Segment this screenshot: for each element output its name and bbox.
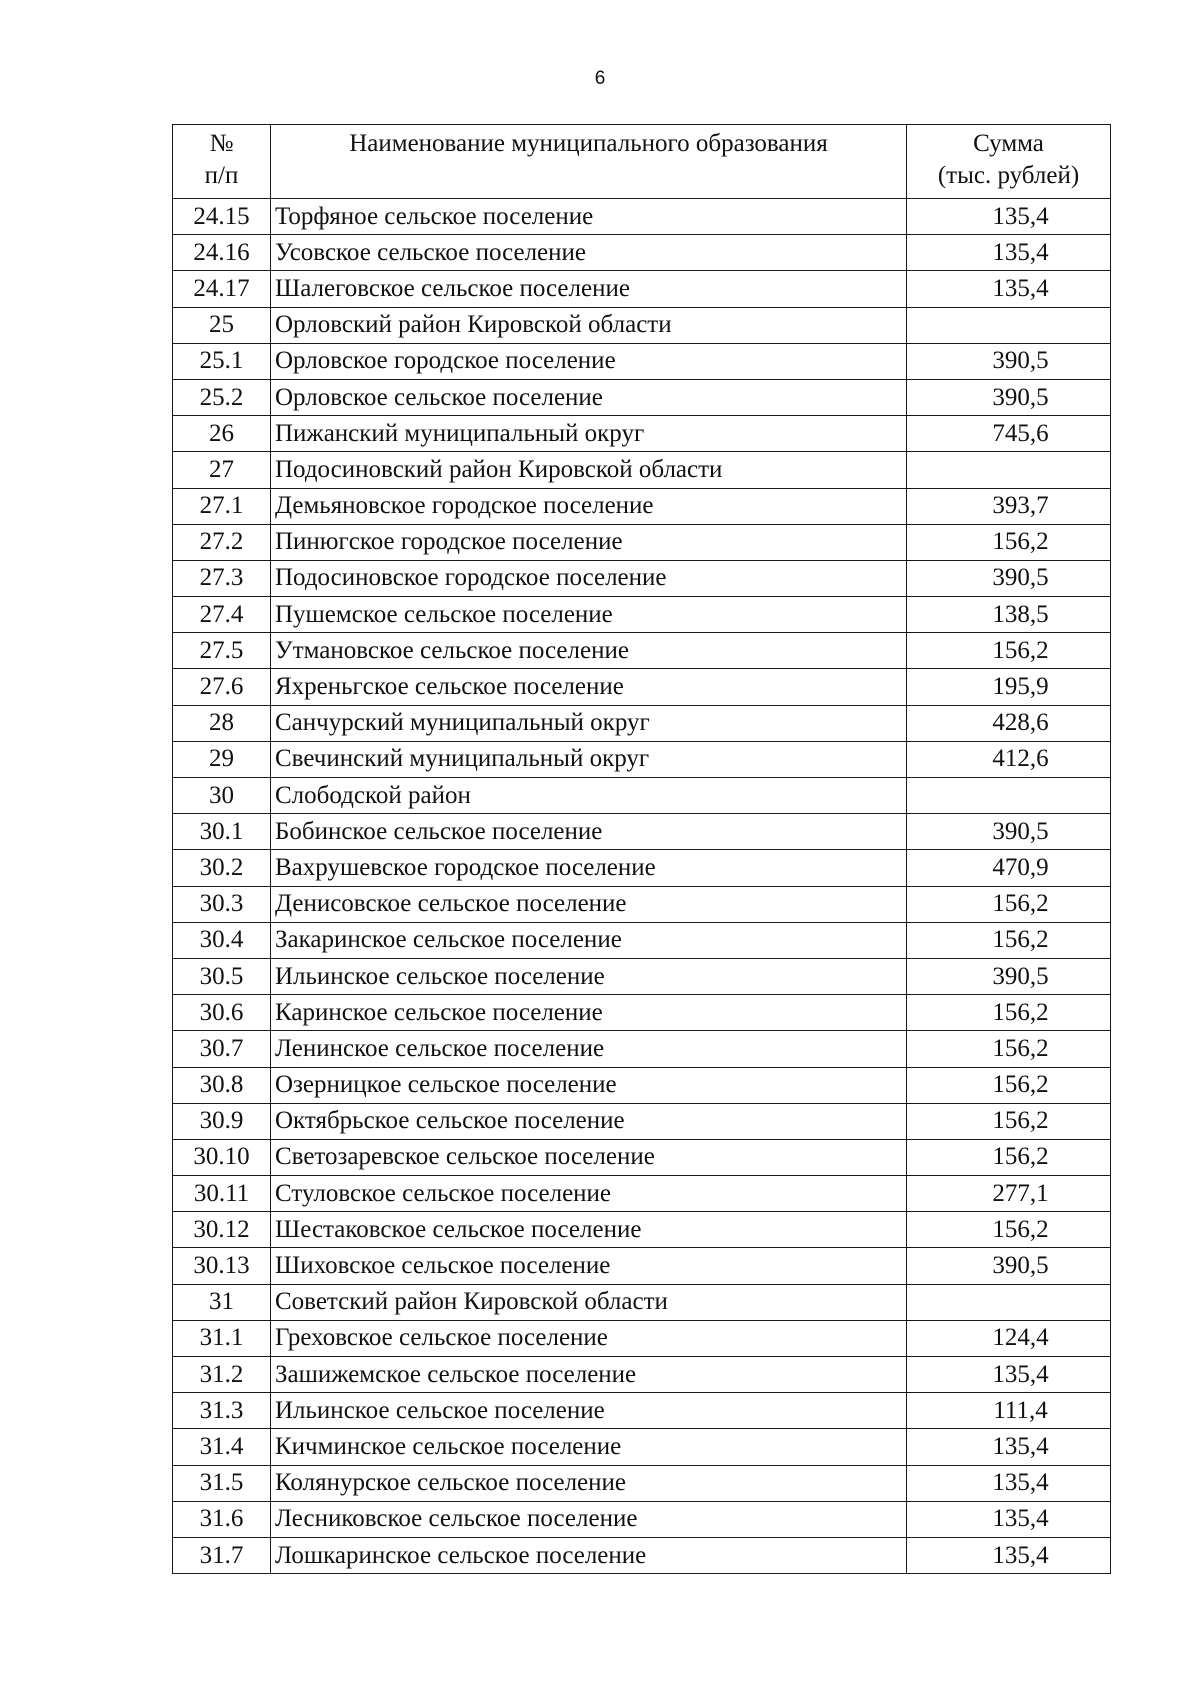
table-row <box>173 1248 1111 1284</box>
table-row <box>173 1139 1111 1175</box>
row-number-cell: 27.1 <box>173 488 271 524</box>
amount-cell: 277,1 <box>907 1176 1111 1212</box>
table-row <box>173 1031 1111 1067</box>
amount-cell: 135,4 <box>907 1501 1111 1537</box>
row-number-cell: 30.3 <box>173 886 271 922</box>
sum-header-line1: Сумма <box>973 130 1044 157</box>
municipality-name-cell: Ленинское сельское поселение <box>271 1031 907 1067</box>
municipality-name-cell: Пушемское сельское поселение <box>271 597 907 633</box>
column-header-sum <box>907 125 1111 199</box>
row-number-cell: 27.4 <box>173 597 271 633</box>
amount-cell: 135,4 <box>907 271 1111 307</box>
amount-cell <box>907 1284 1111 1320</box>
row-number-cell: 30.1 <box>173 814 271 850</box>
amount-cell: 393,7 <box>907 488 1111 524</box>
table-row <box>173 1067 1111 1103</box>
row-number-cell: 25.2 <box>173 379 271 415</box>
municipality-name-cell: Пинюгское городское поселение <box>271 524 907 560</box>
amount-cell: 470,9 <box>907 850 1111 886</box>
table-row <box>173 379 1111 415</box>
column-header-name <box>271 125 907 199</box>
table-row <box>173 1320 1111 1356</box>
municipality-name-cell: Шиховское сельское поселение <box>271 1248 907 1284</box>
municipality-name-cell: Санчурский муниципальный округ <box>271 705 907 741</box>
table-row <box>173 199 1111 235</box>
amount-cell: 390,5 <box>907 814 1111 850</box>
row-number-cell: 30.11 <box>173 1176 271 1212</box>
table-row <box>173 235 1111 271</box>
table-row <box>173 307 1111 343</box>
number-header-line2: п/п <box>204 162 239 189</box>
row-number-cell: 31.1 <box>173 1320 271 1356</box>
row-number-cell: 30.6 <box>173 995 271 1031</box>
municipality-name-cell: Орловское сельское поселение <box>271 379 907 415</box>
table-row <box>173 452 1111 488</box>
table-row <box>173 705 1111 741</box>
row-number-cell: 30.4 <box>173 922 271 958</box>
amount-cell: 156,2 <box>907 1067 1111 1103</box>
page-number: 6 <box>594 68 606 89</box>
row-number-cell: 30.2 <box>173 850 271 886</box>
municipality-name-cell: Греховское сельское поселение <box>271 1320 907 1356</box>
municipality-name-cell: Ильинское сельское поселение <box>271 1393 907 1429</box>
table-row <box>173 1103 1111 1139</box>
table-row <box>173 922 1111 958</box>
table-row <box>173 850 1111 886</box>
table-header <box>173 125 1111 199</box>
amount-cell: 124,4 <box>907 1320 1111 1356</box>
row-number-cell: 27.3 <box>173 560 271 596</box>
municipality-name-cell: Орловский район Кировской области <box>271 307 907 343</box>
row-number-cell: 31.4 <box>173 1429 271 1465</box>
table-row <box>173 271 1111 307</box>
municipality-name-cell: Светозаревское сельское поселение <box>271 1139 907 1175</box>
table-row <box>173 524 1111 560</box>
row-number-cell: 26 <box>173 416 271 452</box>
table-body <box>173 199 1111 1574</box>
municipality-name-cell: Пижанский муниципальный округ <box>271 416 907 452</box>
table-row <box>173 778 1111 814</box>
table-row <box>173 1501 1111 1537</box>
amount-cell: 156,2 <box>907 1031 1111 1067</box>
amount-cell: 135,4 <box>907 1357 1111 1393</box>
municipality-name-cell: Слободской район <box>271 778 907 814</box>
row-number-cell: 30 <box>173 778 271 814</box>
row-number-cell: 30.13 <box>173 1248 271 1284</box>
amount-cell: 135,4 <box>907 235 1111 271</box>
table-row <box>173 1537 1111 1573</box>
amount-cell: 156,2 <box>907 922 1111 958</box>
amount-cell: 111,4 <box>907 1393 1111 1429</box>
municipality-name-cell: Подосиновское городское поселение <box>271 560 907 596</box>
amount-cell: 135,4 <box>907 1429 1111 1465</box>
municipality-name-cell: Кичминское сельское поселение <box>271 1429 907 1465</box>
municipality-name-cell: Озерницкое сельское поселение <box>271 1067 907 1103</box>
table-row <box>173 633 1111 669</box>
municipality-name-cell: Лесниковское сельское поселение <box>271 1501 907 1537</box>
row-number-cell: 31.5 <box>173 1465 271 1501</box>
amount-cell <box>907 307 1111 343</box>
municipality-name-cell: Шалеговское сельское поселение <box>271 271 907 307</box>
amount-cell: 195,9 <box>907 669 1111 705</box>
municipality-name-cell: Колянурское сельское поселение <box>271 1465 907 1501</box>
municipality-name-cell: Ильинское сельское поселение <box>271 958 907 994</box>
amount-cell: 156,2 <box>907 1212 1111 1248</box>
municipality-name-cell: Советский район Кировской области <box>271 1284 907 1320</box>
municipality-name-cell: Октябрьское сельское поселение <box>271 1103 907 1139</box>
row-number-cell: 27.2 <box>173 524 271 560</box>
row-number-cell: 30.8 <box>173 1067 271 1103</box>
amount-cell: 135,4 <box>907 1465 1111 1501</box>
municipality-name-cell: Денисовское сельское поселение <box>271 886 907 922</box>
municipality-name-cell: Яхреньгское сельское поселение <box>271 669 907 705</box>
table-row <box>173 1429 1111 1465</box>
row-number-cell: 27.5 <box>173 633 271 669</box>
amount-cell: 412,6 <box>907 741 1111 777</box>
table-row <box>173 669 1111 705</box>
amount-cell: 138,5 <box>907 597 1111 633</box>
row-number-cell: 29 <box>173 741 271 777</box>
amount-cell: 135,4 <box>907 199 1111 235</box>
row-number-cell: 24.17 <box>173 271 271 307</box>
row-number-cell: 27.6 <box>173 669 271 705</box>
row-number-cell: 25.1 <box>173 343 271 379</box>
table-row <box>173 560 1111 596</box>
table-row <box>173 814 1111 850</box>
amount-cell: 745,6 <box>907 416 1111 452</box>
row-number-cell: 24.16 <box>173 235 271 271</box>
table-row <box>173 886 1111 922</box>
municipality-name-cell: Шестаковское сельское поселение <box>271 1212 907 1248</box>
table-row <box>173 597 1111 633</box>
municipality-name-cell: Зашижемское сельское поселение <box>271 1357 907 1393</box>
table-row <box>173 416 1111 452</box>
table-header-row <box>173 125 1111 199</box>
table-row <box>173 995 1111 1031</box>
table-row <box>173 1212 1111 1248</box>
amount-cell: 390,5 <box>907 343 1111 379</box>
allocation-table <box>172 124 1111 1574</box>
municipality-name-cell: Лошкаринское сельское поселение <box>271 1537 907 1573</box>
table-row <box>173 1284 1111 1320</box>
municipality-name-cell: Стуловское сельское поселение <box>271 1176 907 1212</box>
amount-cell <box>907 452 1111 488</box>
row-number-cell: 25 <box>173 307 271 343</box>
row-number-cell: 28 <box>173 705 271 741</box>
amount-cell <box>907 778 1111 814</box>
row-number-cell: 27 <box>173 452 271 488</box>
row-number-cell: 31.2 <box>173 1357 271 1393</box>
table-row <box>173 1465 1111 1501</box>
table-row <box>173 1393 1111 1429</box>
name-header-text: Наименование муниципального образования <box>349 130 828 157</box>
row-number-cell: 30.7 <box>173 1031 271 1067</box>
municipality-name-cell: Подосиновский район Кировской области <box>271 452 907 488</box>
table-row <box>173 1176 1111 1212</box>
municipality-name-cell: Утмановское сельское поселение <box>271 633 907 669</box>
amount-cell: 428,6 <box>907 705 1111 741</box>
table-row <box>173 741 1111 777</box>
amount-cell: 156,2 <box>907 886 1111 922</box>
municipality-name-cell: Свечинский муниципальный округ <box>271 741 907 777</box>
row-number-cell: 31.3 <box>173 1393 271 1429</box>
table-row <box>173 343 1111 379</box>
table-row <box>173 1357 1111 1393</box>
municipality-name-cell: Каринское сельское поселение <box>271 995 907 1031</box>
amount-cell: 156,2 <box>907 995 1111 1031</box>
table-row <box>173 958 1111 994</box>
sum-header-line2: (тыс. рублей) <box>937 162 1080 189</box>
row-number-cell: 24.15 <box>173 199 271 235</box>
row-number-cell: 31.6 <box>173 1501 271 1537</box>
municipality-name-cell: Закаринское сельское поселение <box>271 922 907 958</box>
municipality-name-cell: Торфяное сельское поселение <box>271 199 907 235</box>
municipality-name-cell: Усовское сельское поселение <box>271 235 907 271</box>
municipality-name-cell: Орловское городское поселение <box>271 343 907 379</box>
column-header-number <box>173 125 271 199</box>
amount-cell: 156,2 <box>907 524 1111 560</box>
municipality-name-cell: Бобинское сельское поселение <box>271 814 907 850</box>
row-number-cell: 31.7 <box>173 1537 271 1573</box>
amount-cell: 390,5 <box>907 958 1111 994</box>
row-number-cell: 30.5 <box>173 958 271 994</box>
amount-cell: 156,2 <box>907 633 1111 669</box>
number-header-line1: № <box>209 130 234 157</box>
row-number-cell: 30.12 <box>173 1212 271 1248</box>
row-number-cell: 30.9 <box>173 1103 271 1139</box>
municipality-name-cell: Демьяновское городское поселение <box>271 488 907 524</box>
amount-cell: 156,2 <box>907 1139 1111 1175</box>
amount-cell: 156,2 <box>907 1103 1111 1139</box>
municipality-name-cell: Вахрушевское городское поселение <box>271 850 907 886</box>
amount-cell: 390,5 <box>907 379 1111 415</box>
row-number-cell: 30.10 <box>173 1139 271 1175</box>
amount-cell: 135,4 <box>907 1537 1111 1573</box>
amount-cell: 390,5 <box>907 1248 1111 1284</box>
amount-cell: 390,5 <box>907 560 1111 596</box>
row-number-cell: 31 <box>173 1284 271 1320</box>
table-row <box>173 488 1111 524</box>
